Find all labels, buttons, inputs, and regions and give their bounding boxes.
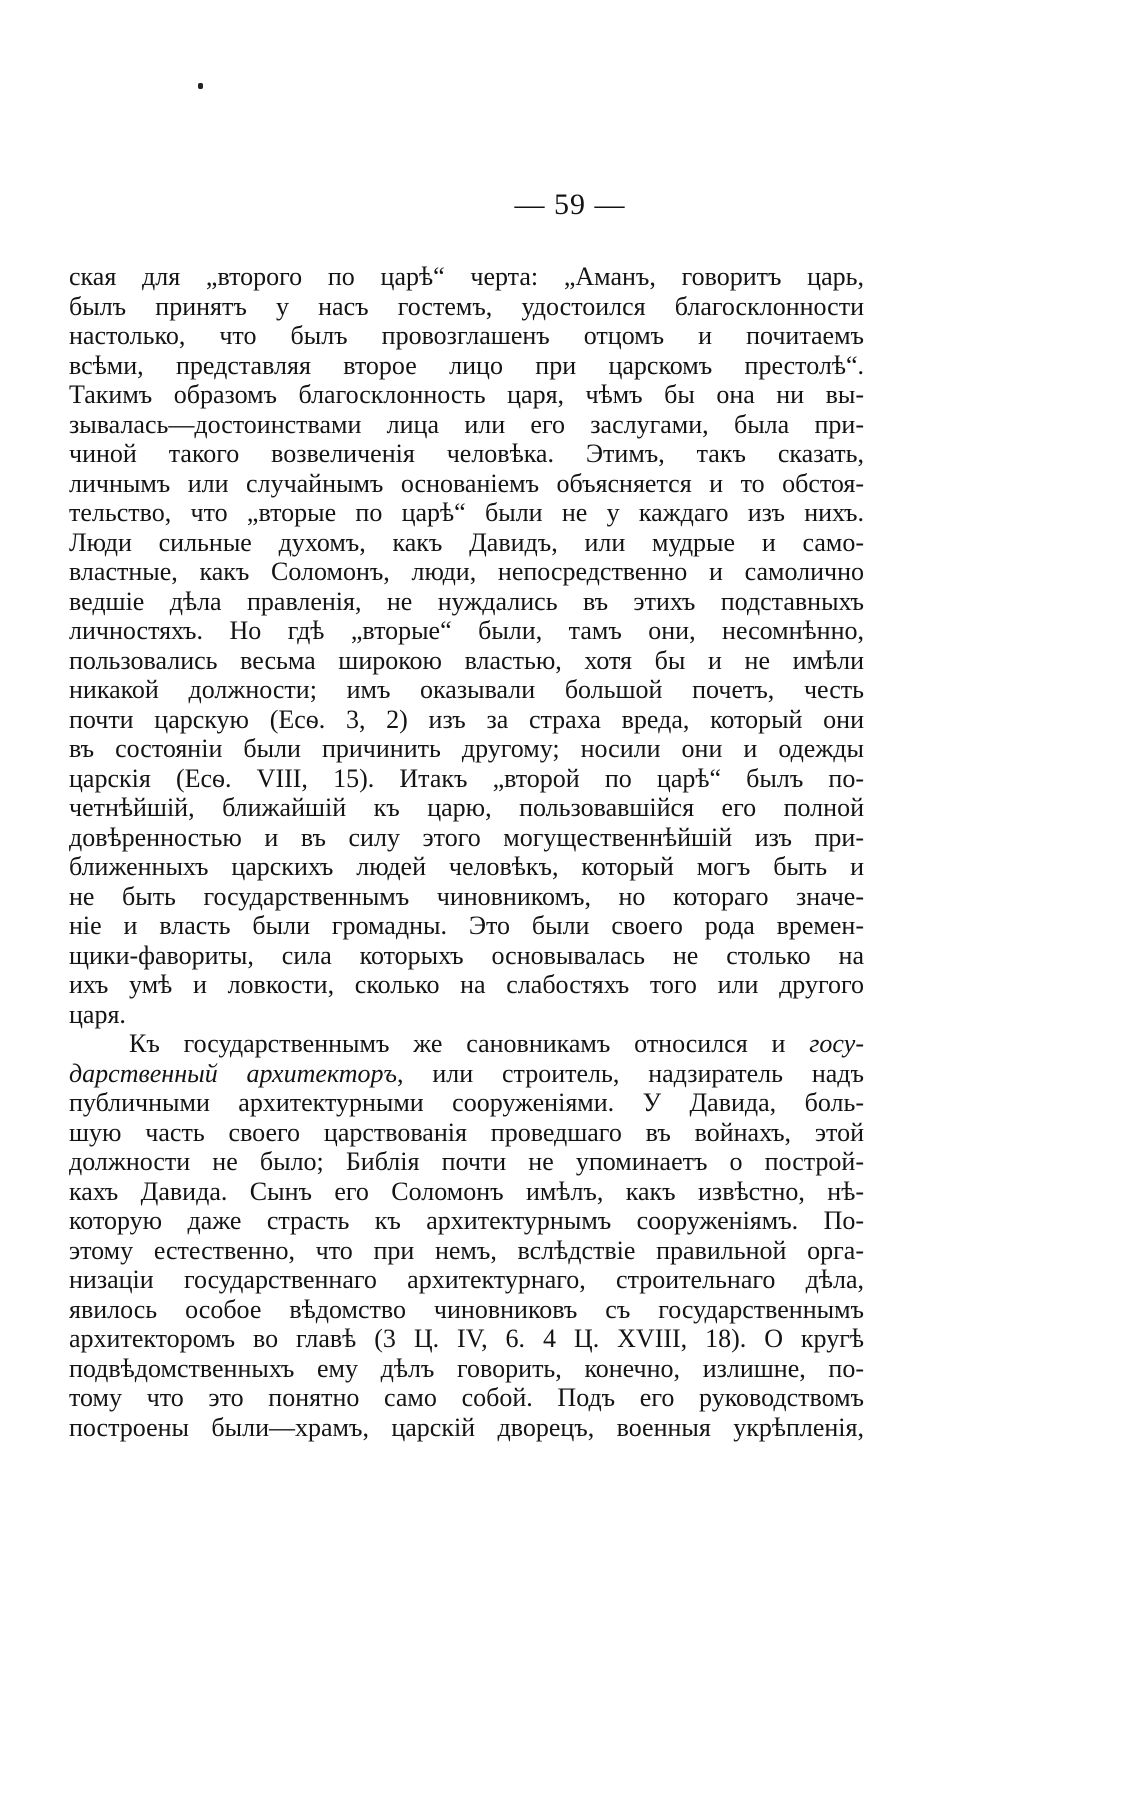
text-line: личнымъ или случайнымъ основаніемъ объясняется и то обстоя-: [69, 468, 864, 498]
text-line: никакой должности; имъ оказывали большой почетъ, честь: [69, 675, 864, 704]
text-line: ніе и власть были громадны. Это были своего рода времен-: [69, 911, 864, 940]
italic-term: дарственный архитекторъ: [69, 1058, 397, 1088]
text-line: щики-фавориты, сила которыхъ основывалась не столько на: [69, 940, 864, 970]
text-line: которую даже страсть къ архитектурнымъ сооруженіямъ. По-: [69, 1206, 864, 1235]
text-line: подвѣдомственныхъ ему дѣлъ говорить, конечно, излишне, по-: [69, 1353, 864, 1383]
text-line: кахъ Давида. Сынъ его Соломонъ имѣлъ, какъ извѣстно, нѣ-: [69, 1176, 864, 1206]
text-line: въ состояніи были причинить другому; носили они и одежды: [69, 734, 864, 763]
paragraph-1: [69, 262, 864, 1029]
text-line: чиной такого возвеличенія человѣка. Этимъ, такъ сказать,: [69, 439, 864, 468]
text-line: ведшіе дѣла правленія, не нуждались въ этихъ подставныхъ: [69, 586, 864, 616]
text-line: ихъ умѣ и ловкости, сколько на слабостяхъ того или другого: [69, 970, 864, 999]
text-line: тому что это понятно само собой. Подъ его руководствомъ: [69, 1383, 864, 1412]
text-line: архитекторомъ во главѣ (3 Ц. IV, 6. 4 Ц. XVIII, 18). О кругѣ: [69, 1324, 864, 1353]
text-line: построены были—храмъ, царскій дворецъ, военныя укрѣпленія,: [69, 1412, 864, 1442]
text-line: царскія (Есѳ. VIII, 15). Итакъ „второй по царѣ“ былъ по-: [69, 763, 864, 793]
italic-term: госу-: [809, 1029, 864, 1058]
text-line: пользовались весьма широкою властью, хотя бы и не имѣли: [69, 645, 864, 675]
text-run: , или строитель, надзиратель надъ: [396, 1058, 864, 1088]
text-line: личностяхъ. Но гдѣ „вторые“ были, тамъ они, несомнѣнно,: [69, 616, 864, 645]
text-line: шую часть своего царствованія проведшаго въ войнахъ, этой: [69, 1117, 864, 1147]
text-line: былъ принятъ у насъ гостемъ, удостоился благосклонности: [69, 291, 864, 321]
text-line: ская для „второго по царѣ“ черта: „Аманъ, говоритъ царь,: [69, 262, 864, 291]
text-line: [69, 1059, 864, 1089]
text-line: не быть государственнымъ чиновникомъ, но котораго значе-: [69, 881, 864, 911]
text-line: почти царскую (Есѳ. 3, 2) изъ за страха вреда, который они: [69, 704, 864, 734]
text-line: властные, какъ Соломонъ, люди, непосредственно и самолично: [69, 557, 864, 586]
text-line: низаціи государственнаго архитектурнаго, строительнаго дѣла,: [69, 1265, 864, 1294]
text-line: тельство, что „вторые по царѣ“ были не у каждаго изъ нихъ.: [69, 498, 864, 527]
ink-speck: [198, 83, 203, 89]
text-line: довѣренностью и въ силу этого могущественнѣйшій изъ при-: [69, 822, 864, 852]
text-line: Люди сильные духомъ, какъ Давидъ, или мудрые и само-: [69, 527, 864, 557]
text-line: должности не было; Библія почти не упоминаетъ о построй-: [69, 1147, 864, 1176]
page-number: — 59 —: [514, 188, 626, 221]
body-text: [69, 262, 864, 1442]
text-line: царя.: [69, 999, 126, 1029]
text-run: Къ государственнымъ же сановникамъ относился и: [129, 1029, 810, 1058]
text-line: этому естественно, что при немъ, вслѣдствіе правильной орга-: [69, 1235, 864, 1265]
text-line: зывалась—достоинствами лица или его заслугами, была при-: [69, 409, 864, 439]
text-line: [69, 1029, 864, 1059]
text-line: публичными архитектурными сооруженіями. У Давида, боль-: [69, 1088, 864, 1117]
text-line: настолько, что былъ провозглашенъ отцомъ и почитаемъ: [69, 321, 864, 350]
text-line: явилось особое вѣдомство чиновниковъ съ государственнымъ: [69, 1294, 864, 1324]
paragraph-2: [69, 1029, 864, 1442]
text-line: всѣми, представляя второе лицо при царскомъ престолѣ“.: [69, 350, 864, 380]
text-line: ближенныхъ царскихъ людей человѣкъ, который могъ быть и: [69, 852, 864, 881]
text-line: четнѣйшій, ближайшій къ царю, пользовавшійся его полной: [69, 793, 864, 822]
text-line: Такимъ образомъ благосклонность царя, чѣмъ бы она ни вы-: [69, 380, 864, 409]
